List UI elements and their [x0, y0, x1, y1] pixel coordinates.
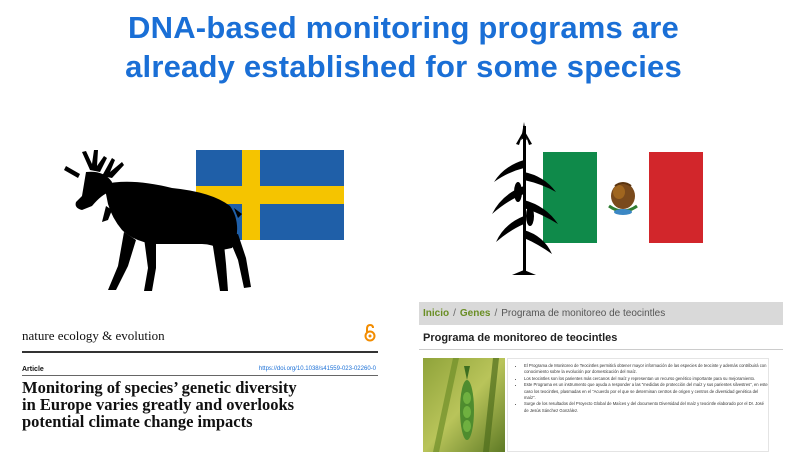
slide-title-line-1: DNA-based monitoring programs are [128, 10, 679, 45]
open-access-icon [364, 324, 376, 342]
slide-title-line-2: already established for some species [125, 49, 682, 84]
article-headline [22, 379, 372, 430]
corn-plant-icon [490, 120, 560, 275]
moose-silhouette-icon [52, 148, 252, 298]
divider [419, 349, 783, 350]
teocintle-webpage-snippet [419, 302, 783, 452]
breadcrumb-item-genes[interactable]: Genes [459, 308, 491, 319]
list-item: • Surge de los resultados del Proyecto Global de Maíces y del documento Diversidad del maíz y teocintle elaborado por el Dr. José de Jesús Sánchez González. [524, 401, 768, 414]
doi-link[interactable]: https://doi.org/10.1038/s41559-023-02260-0 [258, 366, 376, 372]
list-item: • Los teocintles son los parientes más cercanos del maíz y representan un recurso genético importante para su mejoramiento. [524, 376, 768, 382]
divider [22, 351, 378, 353]
breadcrumb-item-inicio[interactable]: Inicio [423, 308, 450, 319]
nature-article-snippet [22, 322, 382, 472]
list-item: • El Programa de Monitoreo de Teocintles permitirá obtener mayor información de las especies de teocinte y además contribuirá con conocimiento sobre la evolución por domesticación del maíz. [524, 363, 768, 376]
list-item: • Este Programa es un instrumento que ayuda a responder a las “medidas de protección del maíz y sus parientes silvestres”, en este caso los teocintles, plasmadas en el “Acuerdo por el que se determinan centros de origen y centros de diversidad genética del maíz”. [524, 382, 768, 401]
program-bullet-list [507, 358, 769, 452]
breadcrumb: Inicio / Genes / Programa de monitoreo de teocintles [419, 302, 783, 325]
teocintle-photo [423, 358, 505, 452]
mexico-flag [543, 152, 703, 243]
headline-line: potential climate change impacts [22, 412, 253, 431]
page-title: Programa de monitoreo de teocintles [423, 332, 618, 344]
article-label: Article [22, 366, 44, 373]
journal-name: nature ecology & evolution [22, 328, 165, 343]
slide-title [0, 8, 807, 86]
divider [22, 375, 378, 376]
headline-line: Monitoring of species’ genetic diversity [22, 378, 297, 397]
breadcrumb-item-current: Programa de monitoreo de teocintles [501, 308, 666, 319]
headline-line: in Europe varies greatly and overlooks [22, 395, 295, 414]
